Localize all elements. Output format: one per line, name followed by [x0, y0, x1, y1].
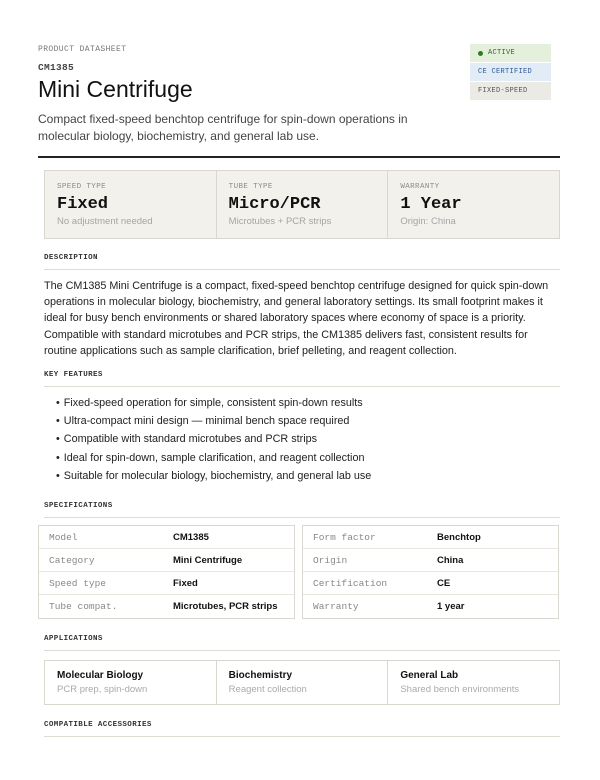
table-row	[39, 595, 294, 618]
table-row	[39, 549, 294, 572]
specifications-heading: SPECIFICATIONS	[44, 502, 113, 510]
spec-value: Benchtop	[437, 531, 481, 543]
list-item	[56, 430, 371, 448]
stat-label: SPEED TYPE	[57, 183, 107, 191]
spec-value: CM1385	[173, 531, 209, 543]
application-title: Molecular Biology	[57, 670, 144, 681]
application-molecular-biology	[45, 661, 217, 704]
bullet-icon: •	[56, 451, 60, 464]
application-biochemistry	[217, 661, 389, 704]
applications-panel	[44, 660, 560, 705]
accessories-heading: COMPATIBLE ACCESSORIES	[44, 721, 152, 729]
page-title: Mini Centrifuge	[38, 76, 193, 102]
product-code: CM1385	[38, 62, 75, 73]
application-sub: PCR prep, spin-down	[57, 684, 148, 695]
stat-sub: Microtubes + PCR strips	[228, 216, 332, 227]
applications-heading: APPLICATIONS	[44, 635, 103, 643]
description-text: The CM1385 Mini Centrifuge is a compact, fixed-speed benchtop centrifuge designed for quick spin-down operations in molecular biology, biochemistry, and general laboratory settings. Its small footprint makes it ideal for busy bench environments or shared laboratory spaces where economy of space is a priority. Compatible with standard microtubes and PCR strips, the CM1385 delivers fast, consistent results for routine applications such as sample clarification, brief pelleting, and reagent collection.	[44, 280, 549, 357]
list-item	[56, 467, 371, 485]
header-divider	[38, 156, 560, 158]
application-sub: Reagent collection	[228, 684, 307, 695]
application-title: General Lab	[400, 670, 459, 681]
spec-key: Certification	[313, 577, 388, 589]
spec-key: Form factor	[313, 531, 376, 543]
bullet-icon: •	[56, 415, 60, 428]
specifications-divider	[44, 517, 560, 518]
features-heading: KEY FEATURES	[44, 371, 103, 379]
spec-value: Microtubes, PCR strips	[173, 601, 278, 612]
status-badges	[470, 44, 551, 101]
accessories-divider	[44, 736, 560, 737]
stat-value: Fixed	[57, 195, 109, 214]
spec-key: Category	[49, 554, 95, 566]
list-item	[56, 412, 371, 430]
key-stats-panel	[44, 170, 560, 239]
stat-warranty	[388, 171, 559, 238]
list-item	[56, 394, 371, 412]
spec-table-right	[302, 525, 559, 619]
spec-key: Tube compat.	[49, 601, 118, 612]
description-heading: DESCRIPTION	[44, 254, 98, 262]
datasheet-eyebrow: PRODUCT DATASHEET	[38, 45, 127, 54]
feature-text: Ideal for spin-down, sample clarification, and reagent collection	[63, 451, 365, 464]
application-title: Biochemistry	[228, 670, 293, 681]
features-list	[56, 394, 371, 485]
stat-value: Micro/PCR	[228, 195, 321, 214]
table-row	[303, 526, 558, 549]
table-row	[39, 572, 294, 595]
stat-label: WARRANTY	[400, 183, 440, 191]
table-row	[39, 526, 294, 549]
spec-value: 1 year	[437, 601, 465, 612]
spec-key: Origin	[313, 554, 348, 566]
fixed-speed-badge	[470, 82, 551, 100]
stat-tube-type	[217, 171, 389, 238]
applications-divider	[44, 650, 560, 651]
application-general-lab	[388, 661, 559, 704]
table-row	[303, 572, 558, 595]
feature-text: Fixed-speed operation for simple, consistent spin-down results	[63, 397, 363, 409]
stat-label: TUBE TYPE	[228, 183, 273, 191]
spec-key: Model	[49, 531, 78, 543]
ce-certified-badge	[470, 63, 551, 81]
application-sub: Shared bench environments	[400, 684, 520, 695]
spec-key: Warranty	[313, 601, 359, 612]
active-badge-label: ACTIVE	[488, 49, 516, 57]
feature-text: Ultra-compact mini design — minimal bench space required	[63, 415, 350, 428]
stat-sub: Origin: China	[400, 216, 456, 227]
stat-sub: No adjustment needed	[57, 216, 153, 227]
spec-key: Speed type	[49, 577, 107, 589]
status-dot-icon	[478, 51, 483, 56]
product-subtitle: Compact fixed-speed benchtop centrifuge for spin-down operations in molecular biology, biochemistry, and general lab use.	[38, 112, 408, 143]
spec-table-left	[38, 525, 295, 619]
stat-value: 1 Year	[400, 195, 462, 214]
bullet-icon: •	[56, 469, 60, 482]
bullet-icon: •	[56, 397, 60, 409]
table-row	[303, 549, 558, 572]
stat-speed-type	[45, 171, 217, 238]
table-row	[303, 595, 558, 618]
feature-text: Suitable for molecular biology, biochemistry, and general lab use	[63, 469, 372, 482]
ce-certified-label: CE CERTIFIED	[478, 68, 533, 76]
spec-value: Fixed	[173, 577, 198, 589]
bullet-icon: •	[56, 433, 60, 446]
features-divider	[44, 386, 560, 387]
list-item	[56, 449, 371, 467]
spec-value: China	[437, 554, 464, 566]
spec-value: CE	[437, 577, 451, 589]
fixed-speed-label: FIXED-SPEED	[478, 87, 528, 95]
active-badge	[470, 44, 551, 62]
feature-text: Compatible with standard microtubes and PCR strips	[63, 433, 318, 446]
spec-value: Mini Centrifuge	[173, 554, 243, 566]
description-divider	[44, 269, 560, 270]
